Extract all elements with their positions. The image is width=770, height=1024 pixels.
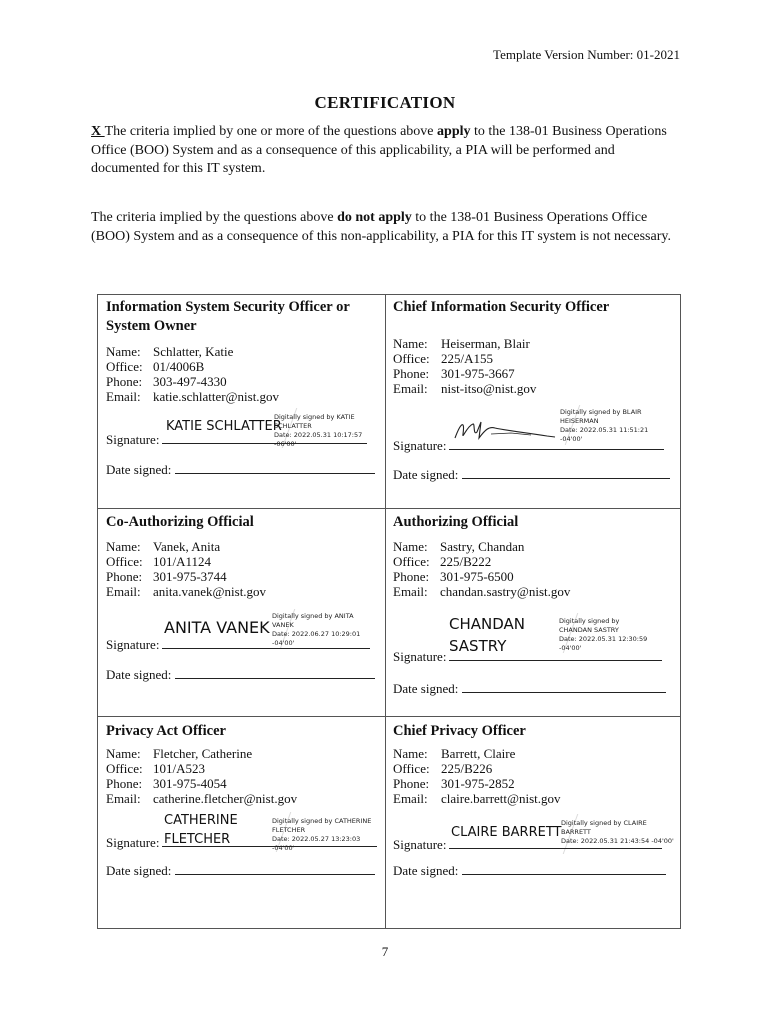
email-label: Email: — [106, 584, 141, 599]
office-label: Office: — [106, 761, 143, 776]
cell-title: Chief Privacy Officer — [393, 723, 526, 739]
sig-detail-line: VANEK — [272, 621, 294, 629]
phone-value: 303-497-4330 — [153, 374, 227, 389]
signature-line — [393, 649, 662, 665]
signature-label: Signature: — [393, 438, 447, 453]
sig-detail-line: Digitally signed by — [559, 617, 620, 625]
contact-info — [106, 746, 297, 806]
sig-detail-line: -04'00' — [560, 435, 583, 443]
page-title: CERTIFICATION — [314, 93, 456, 112]
date-signed-line — [106, 462, 375, 478]
chief-privacy-officer-cell — [393, 722, 678, 926]
date-signed-label: Date signed: — [393, 863, 459, 878]
office-value: 101/A1124 — [153, 554, 212, 569]
signature-field[interactable] — [449, 440, 664, 450]
phone-label: Phone: — [106, 374, 143, 389]
signature-label: Signature: — [106, 432, 160, 447]
signature-image: CHANDAN — [449, 615, 526, 633]
office-label: Office: — [393, 554, 430, 569]
signature-table — [97, 294, 681, 929]
table-divider — [98, 716, 680, 717]
signature-image: CLAIRE BARRETT — [451, 825, 562, 840]
cell-title: Co-Authorizing Official — [106, 514, 254, 530]
date-signed-field[interactable] — [462, 469, 670, 479]
sig-detail-line: Date: 2022.05.31 12:30:59 — [559, 635, 648, 643]
date-signed-line — [106, 863, 375, 879]
name-label: Name: — [393, 746, 428, 761]
signature-field[interactable] — [449, 839, 662, 849]
version-number: Template Version Number: 01-2021 — [493, 47, 680, 62]
office-label: Office: — [393, 351, 430, 366]
signature-label: Signature: — [106, 637, 160, 652]
phone-label: Phone: — [106, 776, 143, 791]
email-value: nist-itso@nist.gov — [441, 381, 537, 396]
office-value: 225/A155 — [441, 351, 493, 366]
not-apply-text-bold: do not apply — [337, 210, 412, 225]
sig-detail-line: Date: 2022.05.31 21:43:54 -04'00' — [561, 837, 674, 845]
table-divider — [98, 508, 680, 509]
signature-line — [106, 432, 367, 448]
name-label: Name: — [106, 746, 141, 761]
contact-info — [106, 539, 266, 599]
not-apply-text-pre: The criteria implied by the questions above — [91, 210, 338, 225]
privacy-act-officer-cell — [106, 722, 381, 926]
name-label: Name: — [393, 336, 428, 351]
sig-detail-line: BARRETT — [561, 828, 591, 836]
date-signed-label: Date signed: — [106, 667, 172, 682]
contact-info — [393, 746, 561, 806]
date-signed-field[interactable] — [175, 669, 375, 679]
ciso-cell — [393, 298, 678, 506]
office-value: 01/4006B — [153, 359, 205, 374]
page-number: 7 — [381, 944, 389, 959]
email-label: Email: — [393, 381, 428, 396]
cell-title: Authorizing Official — [393, 514, 519, 530]
sig-detail-line: -04'00' — [559, 644, 582, 652]
date-signed-line — [393, 863, 666, 879]
cell-title: Privacy Act Officer — [106, 723, 226, 739]
contact-info — [106, 344, 279, 404]
email-label: Email: — [106, 389, 141, 404]
signature-field[interactable] — [162, 639, 370, 649]
sig-detail-line: FLETCHER — [272, 826, 306, 834]
isso-cell — [106, 298, 381, 506]
sig-detail-line: Date: 2022.05.31 11:51:21 — [560, 426, 649, 434]
signature-label: Signature: — [106, 835, 160, 850]
date-signed-line — [393, 467, 670, 483]
signature-line — [393, 438, 664, 454]
date-signed-label: Date signed: — [393, 681, 459, 696]
signature-label: Signature: — [393, 837, 447, 852]
signature-image: KATIE SCHLATTER — [166, 419, 282, 434]
co-authorizing-official-cell — [106, 513, 381, 713]
name-label: Name: — [393, 539, 428, 554]
signature-field[interactable] — [162, 434, 367, 444]
date-signed-label: Date signed: — [106, 462, 172, 477]
phone-label: Phone: — [106, 569, 143, 584]
apply-checkmark: X — [91, 124, 105, 139]
office-label: Office: — [106, 554, 143, 569]
date-signed-line — [393, 681, 666, 697]
phone-label: Phone: — [393, 776, 430, 791]
signature-image: CATHERINE — [164, 813, 238, 828]
name-value: Fletcher, Catherine — [153, 746, 253, 761]
phone-value: 301-975-6500 — [440, 569, 514, 584]
email-value: chandan.sastry@nist.gov — [440, 584, 571, 599]
phone-label: Phone: — [393, 569, 430, 584]
apply-statement — [91, 123, 681, 179]
phone-value: 301-975-3744 — [153, 569, 227, 584]
name-value: Schlatter, Katie — [153, 344, 234, 359]
phone-value: 301-975-3667 — [441, 366, 515, 381]
sig-detail-line: Digitally signed by CATHERINE — [272, 817, 372, 825]
digital-signature-details — [559, 617, 647, 653]
phone-value: 301-975-2852 — [441, 776, 515, 791]
phone-value: 301-975-4054 — [153, 776, 227, 791]
office-label: Office: — [106, 359, 143, 374]
sig-detail-line: Date: 2022.05.27 13:23:03 -04'00' — [272, 835, 361, 852]
not-apply-text-post: to the 138-01 Business Operations Office (BOO) System and as a consequence of this non-applicability, a PIA for this IT system is not necessary. — [91, 210, 671, 244]
signature-label: Signature: — [393, 649, 447, 664]
email-label: Email: — [393, 791, 428, 806]
cell-title: Information System Security Officer or System Owner — [106, 299, 350, 334]
date-signed-line — [106, 667, 375, 683]
name-value: Sastry, Chandan — [440, 539, 525, 554]
email-value: catherine.fletcher@nist.gov — [153, 791, 298, 806]
phone-label: Phone: — [393, 366, 430, 381]
email-label: Email: — [393, 584, 428, 599]
sig-detail-line: Digitally signed by CLAIRE — [561, 819, 647, 827]
date-signed-field[interactable] — [175, 464, 375, 474]
not-apply-statement — [91, 209, 681, 246]
signature-line — [106, 835, 377, 851]
apply-text-bold: apply — [437, 124, 471, 139]
name-value: Heiserman, Blair — [441, 336, 530, 351]
cell-title: Chief Information Security Officer — [393, 299, 610, 315]
email-value: anita.vanek@nist.gov — [153, 584, 267, 599]
name-label: Name: — [106, 344, 141, 359]
email-label: Email: — [106, 791, 141, 806]
sig-detail-line: SCHLATTER — [274, 422, 312, 430]
email-value: claire.barrett@nist.gov — [441, 791, 561, 806]
email-value: katie.schlatter@nist.gov — [153, 389, 280, 404]
contact-info — [393, 539, 570, 599]
sig-detail-line: Digitally signed by BLAIR — [560, 408, 642, 416]
signature-field[interactable] — [162, 837, 377, 847]
sig-detail-line: -04'00' — [272, 639, 295, 647]
sig-detail-line: Digitally signed by KATIE — [274, 413, 355, 421]
name-value: Barrett, Claire — [441, 746, 516, 761]
signature-field[interactable] — [449, 651, 662, 661]
sig-detail-line: Date: 2022.05.31 10:17:57 -06'00' — [274, 431, 363, 448]
sig-detail-line: Digitally signed by ANITA — [272, 612, 354, 620]
apply-text-post: to the 138-01 Business Operations Office (BOO) System and as a consequence of this applicability, a PIA will be performed and documented for this IT system. — [91, 124, 667, 176]
sig-detail-line: CHANDAN SASTRY — [559, 626, 619, 634]
office-label: Office: — [393, 761, 430, 776]
office-value: 101/A523 — [153, 761, 205, 776]
date-signed-field[interactable] — [462, 865, 666, 875]
signature-image: ANITA VANEK — [164, 618, 270, 637]
name-value: Vanek, Anita — [153, 539, 221, 554]
signature-line — [106, 637, 370, 653]
signature-image: SASTRY — [449, 637, 507, 655]
office-value: 225/B226 — [441, 761, 493, 776]
office-value: 225/B222 — [440, 554, 492, 569]
date-signed-field[interactable] — [462, 683, 666, 693]
date-signed-label: Date signed: — [393, 467, 459, 482]
sig-detail-line: Date: 2022.06.27 10:29:01 — [272, 630, 361, 638]
apply-text-pre: The criteria implied by one or more of the questions above — [104, 124, 438, 139]
signature-image: FLETCHER — [164, 832, 231, 847]
contact-info — [393, 336, 536, 396]
signature-line — [393, 837, 662, 853]
table-divider — [385, 295, 386, 928]
authorizing-official-cell — [393, 513, 678, 713]
name-label: Name: — [106, 539, 141, 554]
date-signed-field[interactable] — [175, 865, 375, 875]
sig-detail-line: HEISERMAN — [560, 417, 599, 425]
date-signed-label: Date signed: — [106, 863, 172, 878]
